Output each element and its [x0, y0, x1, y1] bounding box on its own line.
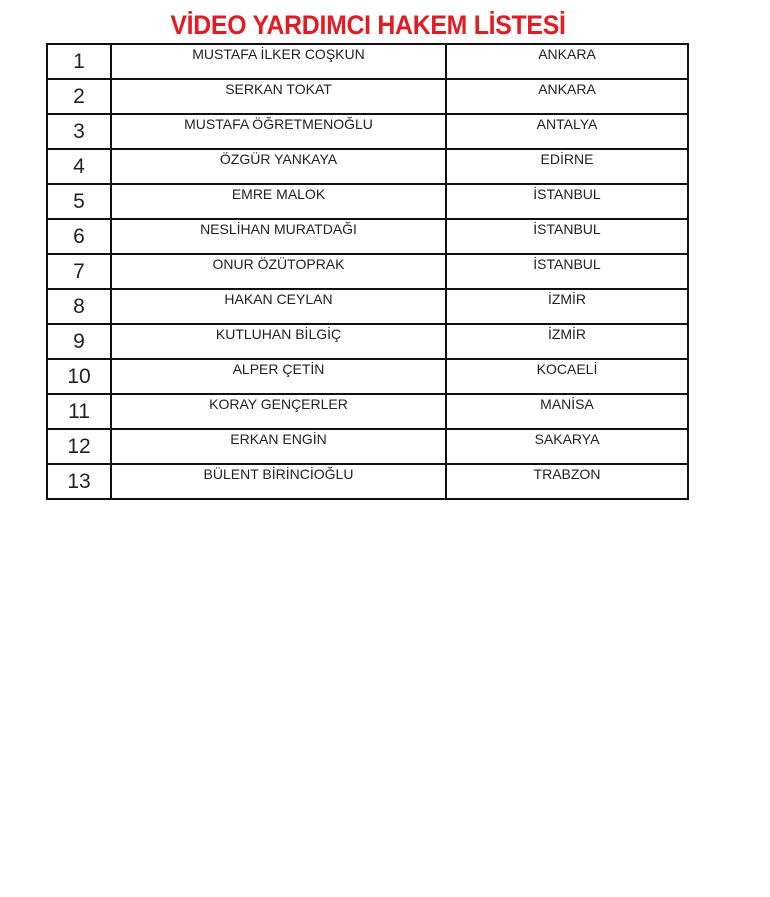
referee-name: BÜLENT BİRİNCİOĞLU	[111, 464, 446, 499]
referee-name: SERKAN TOKAT	[111, 79, 446, 114]
referee-name: EMRE MALOK	[111, 184, 446, 219]
referee-table	[46, 43, 689, 500]
referee-city: ANKARA	[446, 44, 688, 79]
table-row	[47, 149, 688, 184]
row-number: 11	[47, 394, 111, 429]
table-row	[47, 114, 688, 149]
referee-city: EDİRNE	[446, 149, 688, 184]
row-number: 13	[47, 464, 111, 499]
table-row	[47, 394, 688, 429]
referee-name: ÖZGÜR YANKAYA	[111, 149, 446, 184]
row-number: 9	[47, 324, 111, 359]
referee-name: NESLİHAN MURATDAĞI	[111, 219, 446, 254]
referee-name: KORAY GENÇERLER	[111, 394, 446, 429]
referee-name: MUSTAFA İLKER COŞKUN	[111, 44, 446, 79]
referee-city: İZMİR	[446, 324, 688, 359]
referee-name: KUTLUHAN BİLGİÇ	[111, 324, 446, 359]
table-row	[47, 79, 688, 114]
row-number: 3	[47, 114, 111, 149]
row-number: 1	[47, 44, 111, 79]
referee-city: İSTANBUL	[446, 254, 688, 289]
referee-city: ANKARA	[446, 79, 688, 114]
row-number: 12	[47, 429, 111, 464]
table-row	[47, 219, 688, 254]
table-row	[47, 289, 688, 324]
table-row	[47, 429, 688, 464]
referee-city: ANTALYA	[446, 114, 688, 149]
table-row	[47, 44, 688, 79]
row-number: 10	[47, 359, 111, 394]
referee-city: TRABZON	[446, 464, 688, 499]
table-row	[47, 254, 688, 289]
document-title: VİDEO YARDIMCI HAKEM LİSTESİ	[170, 10, 566, 40]
referee-city: SAKARYA	[446, 429, 688, 464]
table-row	[47, 359, 688, 394]
referee-name: MUSTAFA ÖĞRETMENOĞLU	[111, 114, 446, 149]
referee-name: ALPER ÇETİN	[111, 359, 446, 394]
referee-name: ERKAN ENGİN	[111, 429, 446, 464]
row-number: 4	[47, 149, 111, 184]
referee-city: MANİSA	[446, 394, 688, 429]
table-row	[47, 184, 688, 219]
row-number: 2	[47, 79, 111, 114]
table-row	[47, 464, 688, 499]
row-number: 8	[47, 289, 111, 324]
referee-city: KOCAELİ	[446, 359, 688, 394]
table-row	[47, 324, 688, 359]
referee-city: İSTANBUL	[446, 219, 688, 254]
row-number: 5	[47, 184, 111, 219]
referee-name: ONUR ÖZÜTOPRAK	[111, 254, 446, 289]
referee-city: İZMİR	[446, 289, 688, 324]
row-number: 7	[47, 254, 111, 289]
referee-city: İSTANBUL	[446, 184, 688, 219]
referee-name: HAKAN CEYLAN	[111, 289, 446, 324]
row-number: 6	[47, 219, 111, 254]
